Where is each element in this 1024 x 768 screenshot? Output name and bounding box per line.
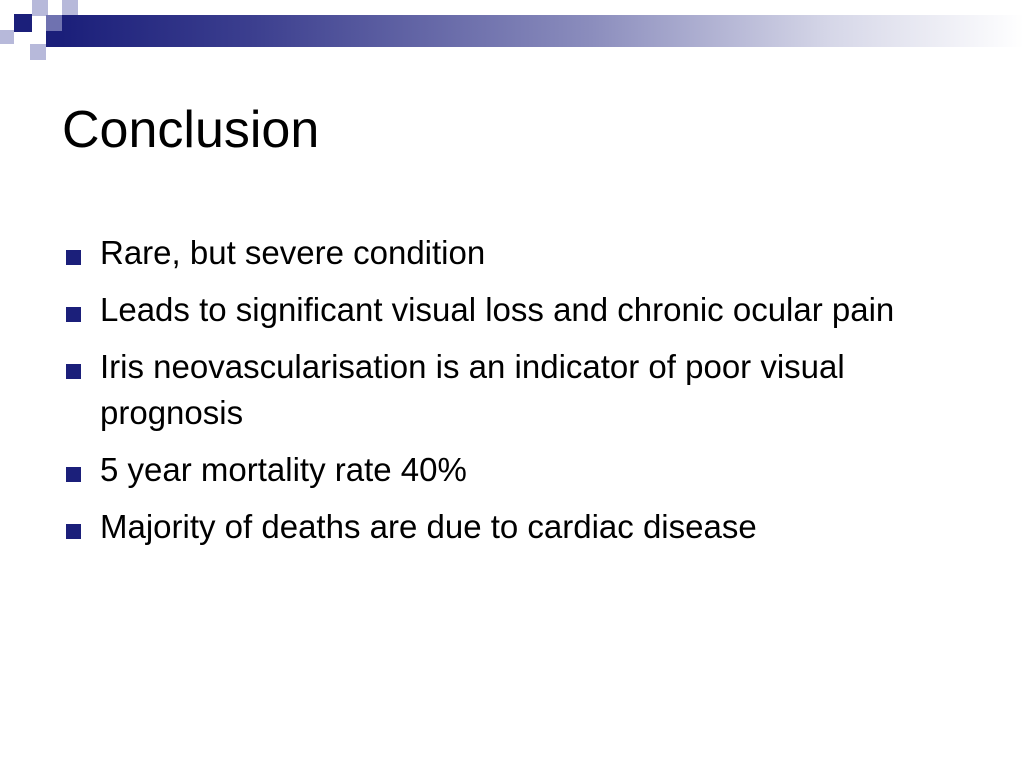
list-item-text: Rare, but severe condition <box>100 234 486 271</box>
deco-square <box>46 15 62 31</box>
square-bullet-icon <box>66 250 81 265</box>
list-item-text: Leads to significant visual loss and chronic ocular pain <box>100 291 895 328</box>
slide-title: Conclusion <box>62 101 320 159</box>
bullet-list <box>62 230 962 561</box>
gradient-band <box>62 15 1024 47</box>
square-bullet-icon <box>66 524 81 539</box>
deco-square <box>32 0 48 16</box>
list-item <box>62 447 962 493</box>
deco-square <box>0 30 14 44</box>
deco-square <box>46 31 62 47</box>
square-bullet-icon <box>66 307 81 322</box>
list-item-text: 5 year mortality rate 40% <box>100 451 467 488</box>
list-item <box>62 344 962 436</box>
list-item-text: Iris neovascularisation is an indicator of poor visual prognosis <box>100 348 845 431</box>
square-bullet-icon <box>66 364 81 379</box>
list-item-text: Majority of deaths are due to cardiac disease <box>100 508 757 545</box>
list-item <box>62 287 962 333</box>
square-bullet-icon <box>66 467 81 482</box>
deco-square <box>30 44 46 60</box>
list-item <box>62 504 962 550</box>
deco-square <box>14 14 32 32</box>
header-decoration <box>0 0 1024 62</box>
list-item <box>62 230 962 276</box>
deco-square <box>62 0 78 15</box>
